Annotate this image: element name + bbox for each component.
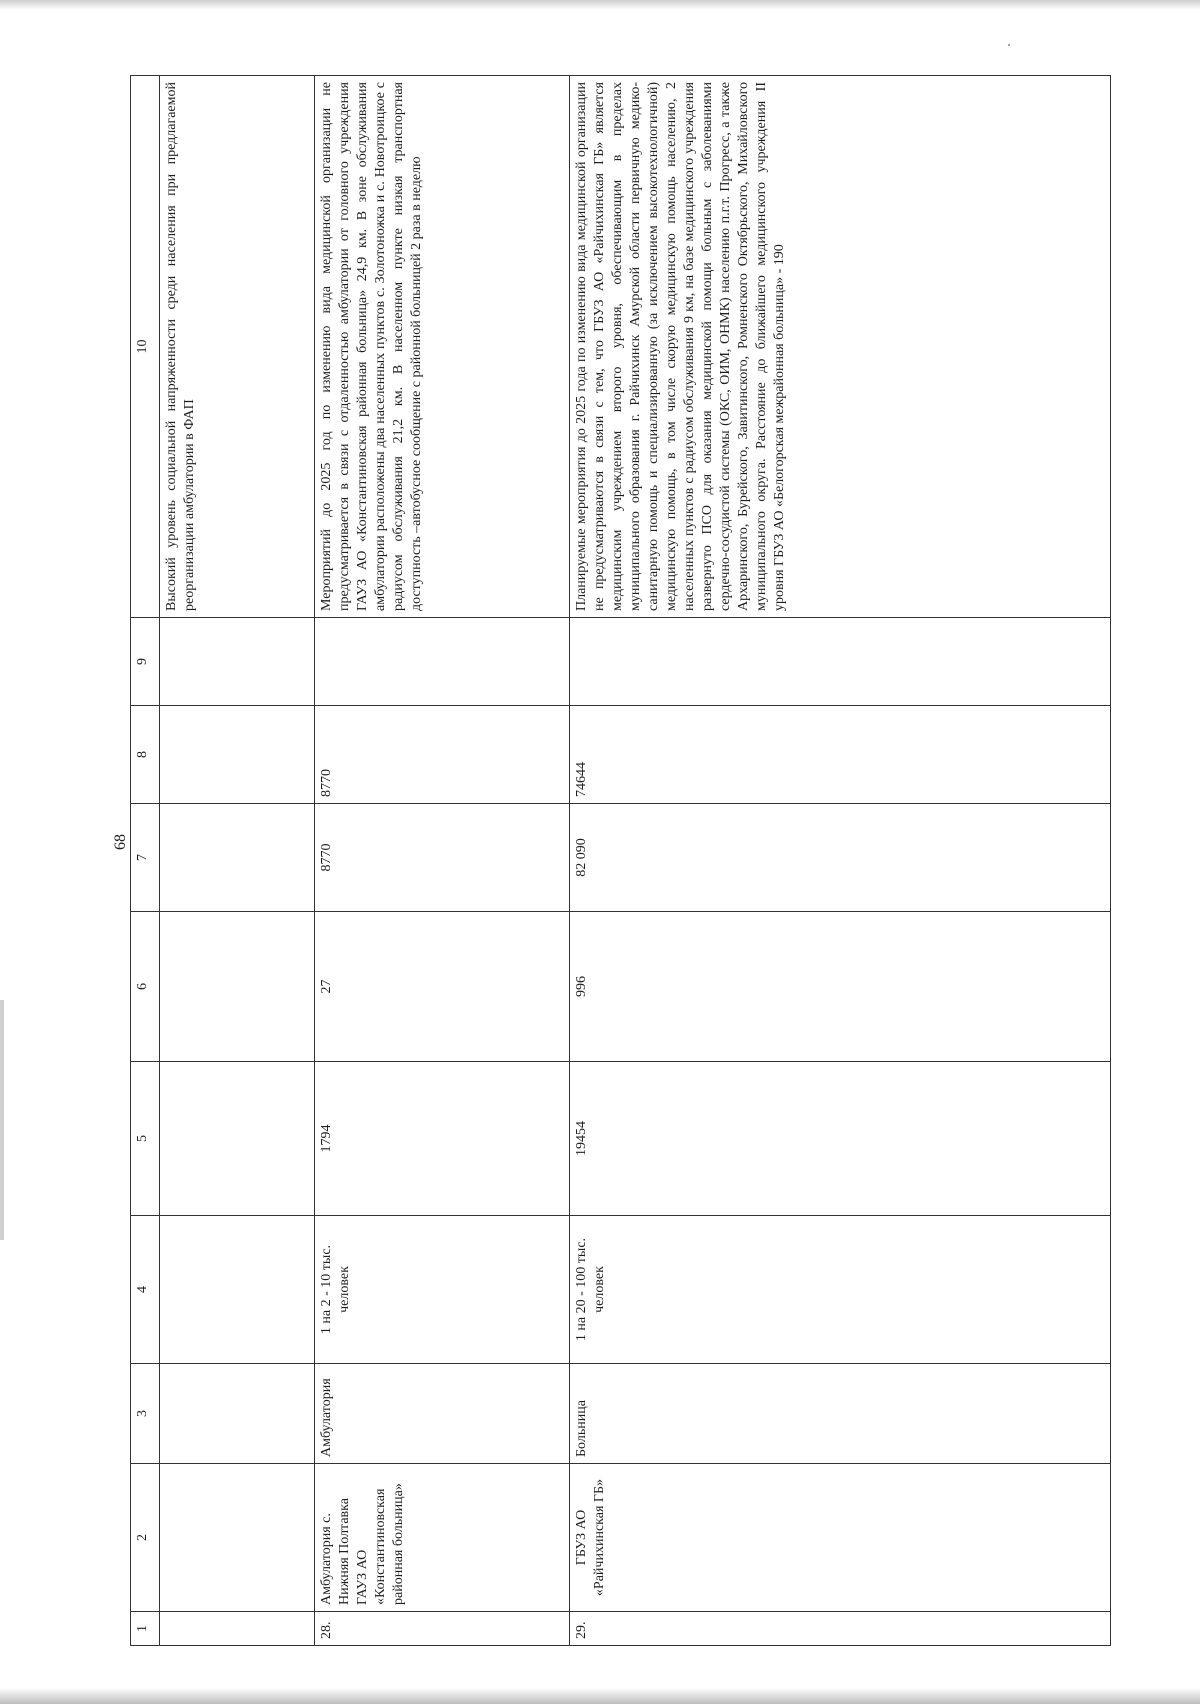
cell-col5: 1794 bbox=[315, 1062, 570, 1216]
cell-col5: 19454 bbox=[570, 1062, 1111, 1216]
cell-col7: 8770 bbox=[315, 804, 570, 912]
header-cell: 4 bbox=[131, 1216, 160, 1364]
page-number: 68 bbox=[112, 834, 129, 850]
cell-col5 bbox=[160, 1062, 315, 1216]
header-cell: 5 bbox=[131, 1062, 160, 1216]
table-row bbox=[315, 76, 570, 1646]
header-cell: 10 bbox=[131, 76, 160, 618]
cell-type bbox=[160, 1364, 315, 1464]
rotated-table-container bbox=[130, 76, 1110, 1646]
cell-col6: 996 bbox=[570, 912, 1111, 1062]
cell-note: Планируемые мероприятия до 2025 года по изменению вида медицинской организации не предусматриваются в связи с тем, что ГБУЗ АО «Райчихинская ГБ» является медицинским учреждением второго уровня, обеспечивающим в пределах муниципального образования г. Райчихинск Амурской области первичную медико-санитарную помощь и специализированную (за исключением высокотехнологичной) медицинскую помощь, в том числе скорую медицинскую помощь населению, 2 населенных пунктов с радиусом обслуживания 9 км, на базе медицинского учреждения развернуто ПСО для оказания медицинской помощи больным с заболеваниями сердечно-сосудистой системы (ОКС, ОИМ, ОНМК) населению п.г.т. Прогресс, а также Архаринского, Бурейского, Завитинского, Ромненского Октябрьского, Михайловского муниципального округа. Расстояние до ближайшего медицинского учреждения II уровня ГБУЗ АО «Белогорская межрайонная больница» - 190 bbox=[570, 76, 1111, 618]
header-cell: 9 bbox=[131, 618, 160, 706]
cell-col9 bbox=[570, 618, 1111, 706]
cell-col8 bbox=[160, 706, 315, 804]
cell-norm bbox=[160, 1216, 315, 1364]
cell-name: ГБУЗ АО «Райчихинская ГБ» bbox=[570, 1464, 1111, 1612]
data-table bbox=[130, 75, 1111, 1646]
cell-type: Амбулатория bbox=[315, 1364, 570, 1464]
header-cell: 1 bbox=[131, 1612, 160, 1646]
table-row bbox=[160, 76, 315, 1646]
cell-col6: 27 bbox=[315, 912, 570, 1062]
cell-col8: 8770 bbox=[315, 706, 570, 804]
cell-col8: 74644 bbox=[570, 706, 1111, 804]
header-cell: 3 bbox=[131, 1364, 160, 1464]
cell-number bbox=[160, 1612, 315, 1646]
cell-col9 bbox=[315, 618, 570, 706]
cell-name: Амбулатория с. Нижняя Полтавка ГАУЗ АО «Константиновская районная больница» bbox=[315, 1464, 570, 1612]
scan-top-edge bbox=[0, 0, 1200, 10]
cell-note: Мероприятий до 2025 год по изменению вида медицинской организации не предусматривается в связи с отдаленностью амбулатории от головного учреждения ГАУЗ АО «Константиновская районная больница» 24,9 км. В зоне обслуживания амбулатории расположены два населенных пунктов с. Золотоножка и с. Новотроицкое с радиусом обслуживания 21,2 км. В населенном пункте низкая транспортная доступность –автобусное сообщение с районной больницей 2 раза в неделю bbox=[315, 76, 570, 618]
cell-number: 29. bbox=[570, 1612, 1111, 1646]
cell-norm: 1 на 20 - 100 тыс. человек bbox=[570, 1216, 1111, 1364]
cell-norm: 1 на 2 - 10 тыс. человек bbox=[315, 1216, 570, 1364]
cell-type: Больница bbox=[570, 1364, 1111, 1464]
scan-left-edge-mark bbox=[0, 1000, 4, 1240]
cell-number: 28. bbox=[315, 1612, 570, 1646]
cell-note: Высокий уровень социальной напряженности среди населения при предлагаемой реорганизации амбулатории в ФАП bbox=[160, 76, 315, 618]
cell-col7 bbox=[160, 804, 315, 912]
header-cell: 7 bbox=[131, 804, 160, 912]
cell-col7: 82 090 bbox=[570, 804, 1111, 912]
cell-col6 bbox=[160, 912, 315, 1062]
scan-bottom-edge bbox=[0, 1688, 1200, 1704]
header-cell: 8 bbox=[131, 706, 160, 804]
header-cell: 6 bbox=[131, 912, 160, 1062]
header-cell: 2 bbox=[131, 1464, 160, 1612]
scan-speck bbox=[1008, 44, 1010, 46]
table-row bbox=[570, 76, 1111, 1646]
cell-col9 bbox=[160, 618, 315, 706]
header-row bbox=[131, 76, 160, 1646]
cell-name bbox=[160, 1464, 315, 1612]
